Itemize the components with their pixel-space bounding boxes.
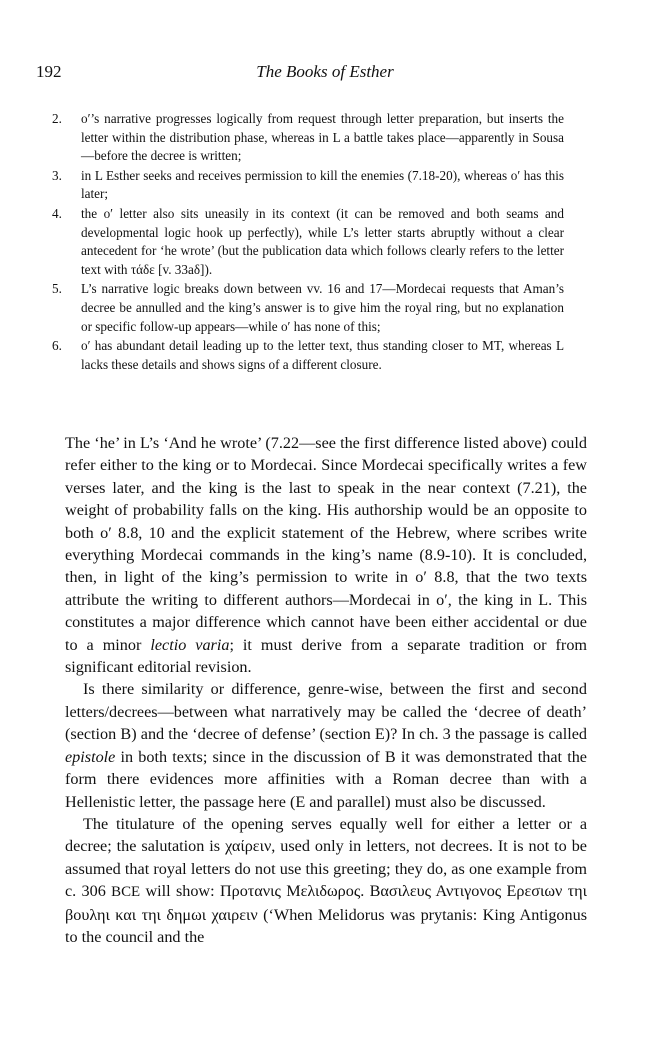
emphasis-epistole: epistole	[65, 747, 116, 766]
list-item	[52, 110, 564, 166]
running-title: The Books of Esther	[256, 62, 394, 81]
list-item	[52, 280, 564, 336]
list-item	[52, 167, 564, 204]
page-number: 192	[36, 62, 62, 81]
body-text	[65, 432, 587, 948]
paragraph-genre: Is there similarity or difference, genre-wise, between the first and second letters/decrees—between what narratively may be called the ‘decree of death’ (section B) and the ‘decree of defense’ (section E)? In ch. 3 the passage is called epistole in both texts; since in the discussion of B it was demonstrated that the form there evidences more affinities with a Roman decree than with a Hellenistic letter, the passage here (E and parallel) must also be discussed.	[65, 680, 587, 811]
page-header	[36, 62, 614, 86]
list-item-text: L’s narrative logic breaks down between vv. 16 and 17—Mordecai requests that Aman’s decree be annulled and the king’s answer is to give him the royal ring, but no explanation or specific follow-up appears—while o′ has none of this;	[81, 281, 564, 334]
list-item-text: o′ has abundant detail leading up to the letter text, thus standing closer to MT, whereas L lacks these details and shows signs of a different closure.	[81, 338, 564, 372]
paragraph-titulature: The titulature of the opening serves equally well for either a letter or a decree; the salutation is χαίρειν, used only in letters, not decrees. It is not to be assumed that royal letters do not use this greeting; they do, as one example from c. 306 BCE will show: Πρoτανις Μελιδωρoς. Βασιλευς Αντιγoνoς Ερεσιων τηι βoυληι και τηι δημωι χαιρειν (‘When Melidorus was prytanis: King Antigonus to the council and the	[65, 814, 587, 946]
list-item-number: 5.	[52, 281, 62, 297]
list-item-number: 2.	[52, 111, 62, 126]
era-abbreviation: BCE	[111, 884, 141, 901]
difference-list	[52, 110, 564, 375]
list-item-text: o′’s narrative progresses logically from request through letter preparation, but inserts the letter within the distribution phase, whereas in L a battle takes place—apparently in Sousa—before the decree is written;	[81, 111, 564, 164]
list-item	[52, 205, 564, 279]
list-item-text: in L Esther seeks and receives permission to kill the enemies (7.18-20), whereas o′ has this later;	[81, 167, 564, 202]
list-item-number: 3.	[52, 167, 62, 183]
list-item-number: 6.	[52, 338, 62, 354]
paragraph-authorship: The ‘he’ in L’s ‘And he wrote’ (7.22—see the first difference listed above) could refer either to the king or to Mordecai. Since Mordecai specifically writes a few verses later, and the king is the last to speak in the near context (7.21), the weight of probability falls on the king. His authorship would be an opposite to both o′ 8.8, 10 and the explicit statement of the Hebrew, where scribes write everything Mordecai commands in the king’s name (8.9-10). It is concluded, then, in light of the king’s permission to write in o′ 8.8, that the two texts attribute the writing to different authors—Mordecai in o′, the king in L. This constitutes a major difference which cannot have been either accidental or due to a minor lectio varia; it must derive from a separate tradition or from significant editorial revision.	[65, 434, 587, 677]
emphasis-lectio-varia: lectio varia	[150, 635, 230, 654]
list-item	[52, 337, 564, 374]
list-item-number: 4.	[52, 205, 62, 221]
list-item-text: the o′ letter also sits uneasily in its context (it can be removed and both seams and developmental logic hook up perfectly), while L’s letter starts abruptly without a clear antecedent for ‘he wrote’ (but the publication data which follows clearly refers to the letter text with τάδε [v. 33aδ]).	[81, 205, 564, 277]
